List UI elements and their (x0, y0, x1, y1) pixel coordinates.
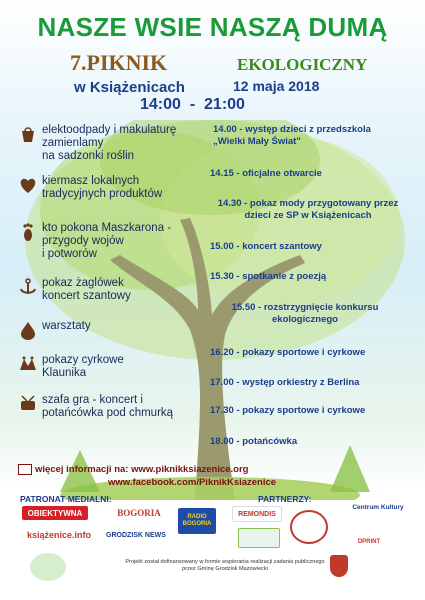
partner-logo: REMONDIS (232, 506, 282, 522)
attraction-item (18, 124, 176, 163)
event-name: 7.PIKNIK (70, 50, 168, 75)
info-block (18, 463, 276, 489)
schedule-item: 14.00 - występ dzieci z przedszkola „Wielki Mały Świat" (213, 124, 371, 147)
schedule-item: 14.30 - pokaz mody przygotowany przez dzieci ze SP w Książenicach (217, 198, 399, 221)
mail-icon (18, 464, 32, 475)
event-subtitle: EKOLOGICZNY (237, 55, 368, 74)
schedule-item: 17.30 - pokazy sportowe i cyrkowe (210, 405, 366, 416)
event-date: 12 maja 2018 (233, 78, 320, 94)
patron-logo: BOGORIA (117, 508, 161, 518)
schedule-item: 16.20 - pokazy sportowe i cyrkowe (210, 347, 366, 358)
drum-icon (18, 394, 38, 414)
partner-crest-icon (290, 510, 328, 544)
patrons-label: PATRONAT MEDIALNI: (20, 494, 112, 504)
attraction-item (18, 277, 131, 303)
attraction-item (18, 222, 171, 261)
partner-logo: DPRINT (357, 539, 381, 545)
drop-icon (18, 320, 38, 340)
info-label: więcej informacji na: (35, 464, 129, 475)
page-title: NASZE WSIE NASZĄ DUMĄ (37, 12, 388, 42)
schedule-item: 17.00 - występ orkiestry z Berlina (210, 377, 360, 388)
attraction-item (18, 394, 173, 420)
patron-logo: RADIO BOGORIA (178, 508, 216, 534)
attraction-text: warsztaty (42, 320, 91, 332)
attraction-text: kto pokona Maszkarona - przygody wojów i potworów (42, 222, 172, 260)
attraction-text: elektoodpady i makulaturę zamienlamy na sadzonki roślin (42, 124, 177, 162)
attraction-text: kiermasz lokalnych tradycyjnych produktów (42, 175, 163, 200)
schedule-item: 15.30 - spotkanie z poezją (210, 271, 327, 282)
schedule-item: 15.50 - rozstrzygnięcie konkursu ekologicznego (231, 302, 379, 325)
info-site-link[interactable]: www.piknikksiazenice.org (131, 464, 249, 475)
patron-logo: GRODZISK NEWS (106, 531, 166, 539)
schedule-item: 15.00 - koncert szantowy (210, 241, 322, 252)
jester-hat-icon (18, 354, 38, 374)
schedule-item: 14.15 - oficjalne otwarcie (210, 168, 322, 179)
patron-logo: książenice.info (26, 530, 92, 540)
anchor-icon (18, 277, 38, 297)
municipality-crest-icon (330, 555, 348, 577)
info-facebook-link[interactable]: www.facebook.com/PiknikKsiazenice (108, 477, 277, 488)
ecology-emblem-icon (30, 553, 66, 581)
schedule-item: 18.00 - potańcówka (210, 436, 298, 447)
partner-logo: Centrum Kultury (352, 504, 404, 511)
partner-eco-icon (238, 528, 280, 548)
funding-note: Projekt został dofinansowany w formie wspierania realizacji zadania publicznego przez Gminę Grodzisk Mazowiecki (125, 559, 325, 572)
recycle-bag-icon (18, 124, 38, 144)
attraction-text: pokaz żaglówek koncert szantowy (42, 277, 131, 302)
footprint-icon (18, 222, 38, 242)
attraction-item (18, 320, 91, 340)
attraction-text: szafa gra - koncert i potańcówka pod chmurką (42, 394, 174, 419)
event-place: w Książenicach (74, 79, 185, 96)
partners-label: PARTNERZY: (258, 494, 312, 504)
patron-logo: OBIEKTYWNA (22, 506, 88, 520)
attraction-text: pokazy cyrkowe Klaunika (42, 354, 124, 379)
attraction-item (18, 175, 162, 201)
attraction-item (18, 354, 124, 380)
event-time: 14:00 - 21:00 (140, 96, 245, 113)
heart-apple-icon (18, 175, 38, 195)
